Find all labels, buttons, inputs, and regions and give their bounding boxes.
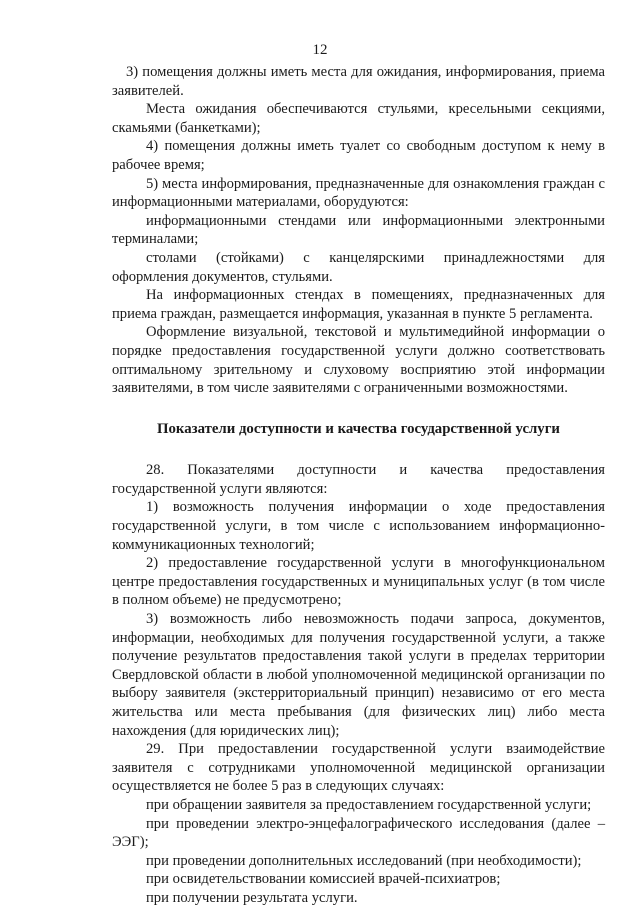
paragraph: Оформление визуальной, текстовой и мультимедийной информации о порядке предоставления государственной услуги должно соответствовать оптимальному зрительному и слуховому восприятию этой информации заявителями, в том числе заявителями с ограниченными возможностями. xyxy=(112,324,605,397)
paragraph: столами (стойками) с канцелярскими принадлежностями для оформления документов, стульями. xyxy=(112,249,605,285)
section-heading: Показатели доступности и качества государственной услуги xyxy=(157,420,560,437)
document-body xyxy=(112,63,605,908)
paragraph: 29. При предоставлении государственной услуги взаимодействие заявителя с сотрудниками уполномоченной медицинской организации осуществляется не более 5 раз в следующих случаях: xyxy=(112,741,605,795)
paragraph: 5) места информирования, предназначенные для ознакомления граждан с информационными материалами, оборудуются: xyxy=(112,175,605,211)
paragraph: 4) помещения должны иметь туалет со свободным доступом к нему в рабочее время; xyxy=(112,138,605,173)
paragraph: 28. Показателями доступности и качества предоставления государственной услуги являются: xyxy=(112,462,605,497)
paragraph: 2) предоставление государственной услуги в многофункциональном центре предоставления государственных и муниципальных услуг (в том числе в полном объеме) не предусмотрено; xyxy=(112,555,605,609)
paragraph: при получении результата услуги. xyxy=(146,889,358,906)
paragraph: информационными стендами или информационными электронными терминалами; xyxy=(112,212,605,248)
paragraph: 3) помещения должны иметь места для ожидания, информирования, приема заявителей. xyxy=(112,64,605,99)
paragraph: при обращении заявителя за предоставлением государственной услуги; xyxy=(146,796,592,813)
paragraph: На информационных стендах в помещениях, предназначенных для приема граждан, размещается информация, указанная в пункте 5 регламента. xyxy=(112,287,605,322)
paragraph: при проведении электро-энцефалографического исследования (далее – ЭЭГ); xyxy=(112,815,605,851)
page-number: 12 xyxy=(312,42,328,58)
paragraph: при проведении дополнительных исследований (при необходимости); xyxy=(146,852,582,869)
paragraph: при освидетельствовании комиссией врачей-психиатров; xyxy=(146,871,501,888)
paragraph: 3) возможность либо невозможность подачи запроса, документов, информации, необходимых для получения государственной услуги, а также получение результатов предоставления такой услуги в пределах территории Свердловской области в любой уполномоченной медицинской организации по выбору заявителя (экстерриториальный принцип) независимо от его места жительства или места пребывания (для физических лиц) либо места нахождения (для юридических лиц); xyxy=(112,611,605,739)
paragraph: Места ожидания обеспечиваются стульями, кресельными секциями, скамьями (банкетками); xyxy=(112,101,605,136)
paragraph: 1) возможность получения информации о ходе предоставления государственной услуги, в том числе с использованием информационно-коммуникационных технологий; xyxy=(112,499,605,553)
